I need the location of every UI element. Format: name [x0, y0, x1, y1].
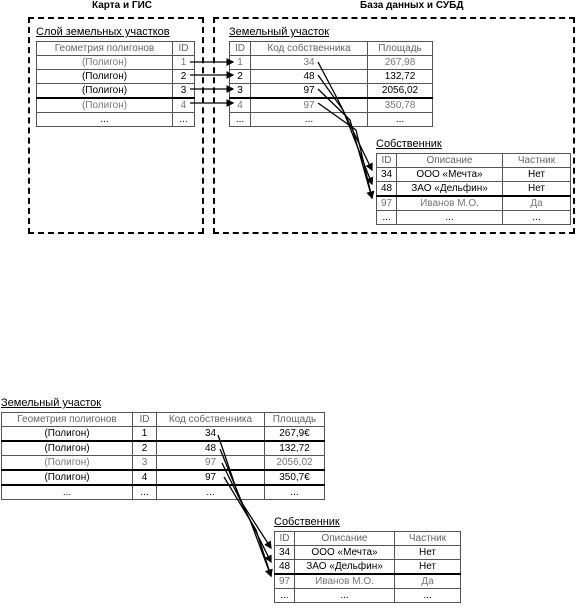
cell-description: ...: [397, 211, 503, 225]
header-gis: Карта и ГИС: [92, 0, 153, 11]
cell-private: Да: [395, 574, 461, 589]
cell-id: ...: [377, 211, 397, 225]
cell-geometry: ...: [2, 485, 133, 500]
header-db: База данных и СУБД: [360, 0, 464, 11]
cell-id: 97: [275, 574, 295, 589]
cell-id: ...: [133, 485, 157, 500]
cell-id: ...: [275, 589, 295, 603]
cell-private: Нет: [395, 560, 461, 575]
link-arrow: [220, 449, 271, 562]
column-header: Площадь: [368, 42, 433, 56]
bottom-parcels-caption: Земельный участок: [1, 397, 102, 409]
cell-id: 2: [173, 70, 195, 84]
cell-owner-code: 34: [251, 56, 368, 70]
cell-geometry: (Полигон): [2, 427, 133, 442]
cell-geometry: ...: [37, 113, 173, 127]
cell-id: ...: [173, 113, 195, 127]
column-header: Код собственника: [157, 413, 265, 427]
cell-description: ООО «Мечта»: [397, 168, 503, 182]
link-arrow: [318, 89, 372, 198]
link-arrow: [218, 435, 271, 548]
cell-description: ЗАО «Дельфин»: [295, 560, 395, 575]
cell-id: 1: [133, 427, 157, 442]
cell-description: ЗАО «Дельфин»: [397, 182, 503, 197]
bottom-owners-caption: Собственник: [274, 516, 340, 528]
link-arrow: [222, 463, 271, 576]
cell-private: Нет: [503, 182, 571, 197]
link-arrow: [224, 477, 271, 576]
column-header: ID: [275, 532, 295, 546]
cell-id: 3: [173, 84, 195, 99]
column-header: ID: [173, 42, 195, 56]
cell-owner-code: 97: [157, 456, 265, 471]
cell-id: 3: [133, 456, 157, 471]
cell-description: ООО «Мечта»: [295, 546, 395, 560]
cell-owner-code: 34: [157, 427, 265, 442]
cell-area: 350,7€: [265, 470, 325, 485]
cell-id: 48: [275, 560, 295, 575]
cell-owner-code: ...: [157, 485, 265, 500]
cell-area: 2056,02: [368, 84, 433, 99]
column-header: Геометрия полигонов: [37, 42, 173, 56]
cell-area: 267,9€: [265, 427, 325, 442]
cell-private: Нет: [503, 168, 571, 182]
cell-owner-code: ...: [251, 113, 368, 127]
cell-geometry: (Полигон): [37, 56, 173, 70]
column-header: ID: [133, 413, 157, 427]
cell-id: 4: [133, 470, 157, 485]
cell-area: 267,98: [368, 56, 433, 70]
cell-id: 34: [377, 168, 397, 182]
cell-geometry: (Полигон): [2, 456, 133, 471]
column-header: Описание: [397, 154, 503, 168]
link-arrow: [318, 103, 372, 198]
cell-owner-code: 48: [157, 441, 265, 456]
column-header: Частник: [395, 532, 461, 546]
cell-area: ...: [265, 485, 325, 500]
cell-private: Нет: [395, 546, 461, 560]
cell-owner-code: 48: [251, 70, 368, 84]
cell-id: 4: [173, 98, 195, 113]
cell-private: ...: [395, 589, 461, 603]
cell-id: 3: [230, 84, 251, 99]
cell-geometry: (Полигон): [37, 70, 173, 84]
cell-id: ...: [230, 113, 251, 127]
column-header: Площадь: [265, 413, 325, 427]
cell-id: 1: [230, 56, 251, 70]
cell-geometry: (Полигон): [2, 441, 133, 456]
cell-id: 2: [230, 70, 251, 84]
cell-description: ...: [295, 589, 395, 603]
cell-description: Иванов М.О.: [295, 574, 395, 589]
cell-id: 97: [377, 196, 397, 211]
cell-geometry: (Полигон): [37, 84, 173, 99]
column-header: Код собственника: [251, 42, 368, 56]
column-header: Геометрия полигонов: [2, 413, 133, 427]
cell-geometry: (Полигон): [37, 98, 173, 113]
cell-description: Иванов М.О.: [397, 196, 503, 211]
cell-area: 132,72: [368, 70, 433, 84]
cell-area: 132,72: [265, 441, 325, 456]
cell-geometry: (Полигон): [2, 470, 133, 485]
cell-private: Да: [503, 196, 571, 211]
cell-id: 34: [275, 546, 295, 560]
column-header: ID: [377, 154, 397, 168]
gis-layer-caption: Слой земельных участков: [36, 26, 170, 38]
cell-id: 4: [230, 98, 251, 113]
cell-owner-code: 97: [157, 470, 265, 485]
column-header: Описание: [295, 532, 395, 546]
cell-id: 48: [377, 182, 397, 197]
cell-private: ...: [503, 211, 571, 225]
cell-area: ...: [368, 113, 433, 127]
cell-id: 2: [133, 441, 157, 456]
cell-owner-code: 97: [251, 98, 368, 113]
parcels-caption: Земельный участок: [229, 26, 330, 38]
cell-area: 350,78: [368, 98, 433, 113]
owners-caption: Собственник: [376, 138, 442, 150]
cell-owner-code: 97: [251, 84, 368, 99]
column-header: Частник: [503, 154, 571, 168]
column-header: ID: [230, 42, 251, 56]
cell-area: 2056,02: [265, 456, 325, 471]
cell-id: 1: [173, 56, 195, 70]
